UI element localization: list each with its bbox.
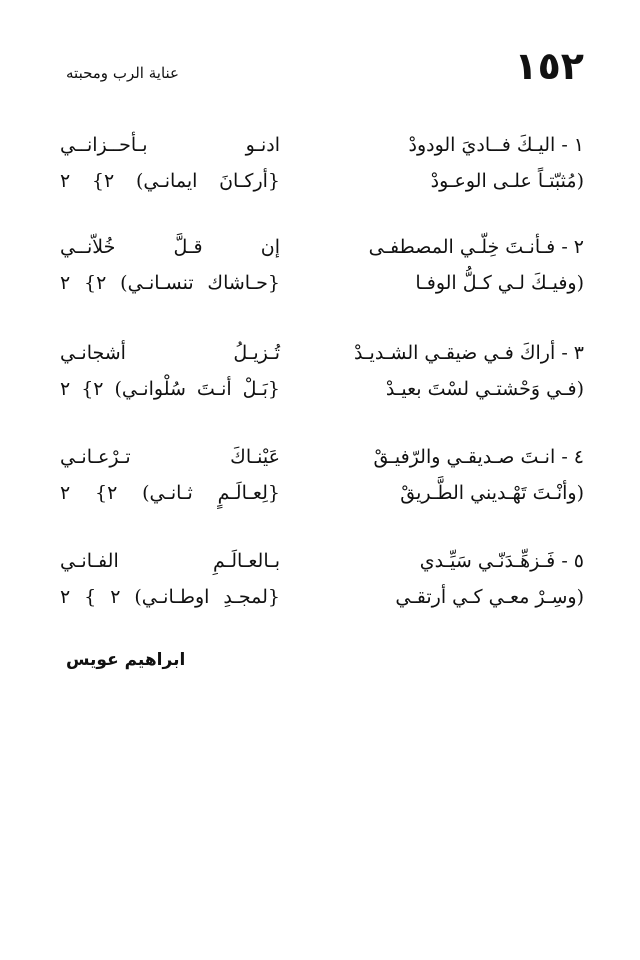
author-name: ابراهيم عويس	[66, 650, 186, 670]
verse-2-line-1	[0, 230, 640, 264]
verse-5-line-1	[0, 544, 640, 578]
verse-1-line-2-first-half: (مُثبّتـاً علـى الوعـودْ	[430, 170, 584, 192]
verse-4-line-2-second-half: {لِعـالَـمٍ ثـانـي) ٢} ٢	[60, 482, 280, 504]
verse-number: ٤ -	[561, 446, 584, 468]
verse-3	[0, 336, 640, 406]
verse-5-line-1-first-half	[294, 544, 584, 578]
verse-text: فَـزهِّـدَنّـي سَيِّـدي	[419, 550, 556, 572]
verse-text: اليـكَ فــاديَ الودودْ	[408, 134, 556, 156]
verse-text: انـتَ صـديقـي والرّفيـقْ	[373, 446, 556, 468]
verse-3-line-1-second-half: تُـزيـلُ أشجانـي	[60, 342, 280, 364]
verse-1-line-1-first-half	[294, 128, 584, 162]
verse-1-line-2-second-half: {أركـانَ ايمانـي) ٢} ٢	[60, 170, 280, 192]
verse-1	[0, 128, 640, 198]
running-title: عناية الرب ومحبته	[66, 64, 179, 82]
verse-5-line-2-second-half: {لمجـدِ اوطـانـي) ٢ } ٢	[60, 586, 281, 608]
verse-2-line-1-first-half	[294, 230, 584, 264]
verse-4-line-1-first-half	[294, 440, 584, 474]
verse-number: ١ -	[561, 134, 584, 156]
verse-1-line-1	[0, 128, 640, 162]
verse-2-line-2	[0, 266, 640, 300]
page-number: ١٥٢	[514, 44, 584, 88]
verse-1-line-1-second-half: ادنـو بـأحــزانــي	[60, 134, 280, 156]
verse-5-line-2-first-half: (وسِـرْ معـي كـي أرتقـي	[395, 586, 584, 608]
verse-2-line-1-second-half: إن قـلَّ خُلاّنــي	[60, 236, 280, 258]
verse-3-line-2-second-half: {بَـلْ أنـتَ سُلْوانـي) ٢} ٢	[60, 378, 280, 400]
verse-2-line-2-first-half: (وفيـكَ لـي كـلُّ الوفـا	[415, 272, 584, 294]
verse-2-line-2-second-half: {حـاشاك تنسـانـي) ٢} ٢	[60, 272, 280, 294]
verse-2	[0, 230, 640, 300]
verse-1-line-2	[0, 164, 640, 198]
verse-text: فـأنـتَ خِلّـي المصطفـى	[368, 236, 556, 258]
verse-5	[0, 544, 640, 614]
verse-5-line-2	[0, 580, 640, 614]
verse-4	[0, 440, 640, 510]
verse-number: ٥ -	[561, 550, 584, 572]
verse-3-line-1-first-half	[294, 336, 584, 370]
verse-4-line-2	[0, 476, 640, 510]
verse-5-line-1-second-half: بـالعـالَـمِ الفـانـي	[60, 550, 280, 572]
verse-4-line-1	[0, 440, 640, 474]
verse-text: أراكَ فـي ضيقـي الشـديـدْ	[354, 342, 556, 364]
verse-number: ٣ -	[561, 342, 584, 364]
verse-3-line-1	[0, 336, 640, 370]
verse-number: ٢ -	[561, 236, 584, 258]
verse-3-line-2	[0, 372, 640, 406]
verse-4-line-1-second-half: عَيْنـاكَ تـرْعـانـي	[60, 446, 280, 468]
verse-4-line-2-first-half: (وأنْـتَ تَهْـديني الطَّـريقْ	[400, 482, 584, 504]
verse-3-line-2-first-half: (فـي وَحْشتـي لسْتَ بعيـدْ	[385, 378, 584, 400]
